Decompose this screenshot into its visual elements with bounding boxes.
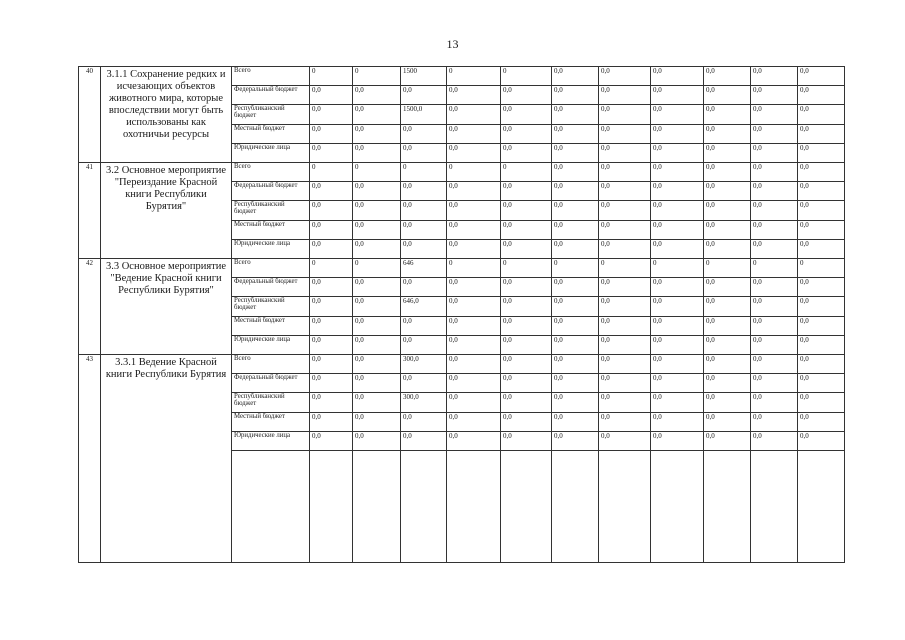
amount-cell: 0,0 (798, 144, 845, 163)
amount-cell: 0,0 (447, 297, 501, 317)
amount-cell: 0,0 (501, 86, 552, 105)
amount-cell: 0,0 (310, 221, 353, 240)
amount-cell: 0,0 (353, 105, 401, 125)
activity-name: 3.3.1 Ведение Красной книги Республики Бурятия (101, 355, 232, 563)
amount-cell: 0,0 (353, 393, 401, 413)
amount-cell: 0,0 (447, 240, 501, 259)
amount-cell: 0,0 (798, 182, 845, 201)
amount-cell: 0,0 (552, 374, 599, 393)
amount-cell: 0,0 (798, 67, 845, 86)
amount-cell: 0,0 (353, 317, 401, 336)
empty-cell (704, 451, 751, 563)
funding-source: Федеральный бюджет (232, 86, 310, 105)
amount-cell: 0,0 (798, 393, 845, 413)
amount-cell: 0,0 (704, 182, 751, 201)
amount-cell: 0,0 (552, 278, 599, 297)
amount-cell: 0,0 (704, 144, 751, 163)
amount-cell: 0,0 (651, 163, 704, 182)
amount-cell: 0,0 (552, 336, 599, 355)
amount-cell: 0,0 (501, 432, 552, 451)
amount-cell: 0,0 (798, 240, 845, 259)
amount-cell: 0,0 (704, 163, 751, 182)
empty-cell (552, 451, 599, 563)
amount-cell: 0 (447, 67, 501, 86)
amount-cell: 0,0 (552, 355, 599, 374)
amount-cell: 0,0 (447, 393, 501, 413)
amount-cell: 0 (552, 259, 599, 278)
amount-cell: 0,0 (798, 317, 845, 336)
empty-cell (447, 451, 501, 563)
amount-cell: 0,0 (401, 182, 447, 201)
amount-cell: 0,0 (353, 125, 401, 144)
amount-cell: 0 (310, 259, 353, 278)
amount-cell: 0,0 (310, 278, 353, 297)
amount-cell: 0,0 (447, 144, 501, 163)
amount-cell: 0,0 (651, 105, 704, 125)
amount-cell: 0,0 (599, 432, 651, 451)
amount-cell: 0 (401, 163, 447, 182)
amount-cell: 0,0 (501, 393, 552, 413)
amount-cell: 646,0 (401, 297, 447, 317)
amount-cell: 0,0 (447, 182, 501, 201)
amount-cell: 0 (310, 163, 353, 182)
amount-cell: 0,0 (501, 125, 552, 144)
amount-cell: 0,0 (651, 201, 704, 221)
amount-cell: 0,0 (401, 125, 447, 144)
amount-cell: 0,0 (501, 240, 552, 259)
amount-cell: 300,0 (401, 393, 447, 413)
amount-cell: 0,0 (552, 413, 599, 432)
funding-source: Всего (232, 67, 310, 86)
amount-cell: 0,0 (310, 355, 353, 374)
amount-cell: 0,0 (704, 393, 751, 413)
amount-cell: 0 (447, 163, 501, 182)
amount-cell: 0,0 (704, 278, 751, 297)
amount-cell: 0,0 (447, 105, 501, 125)
row-number: 42 (79, 259, 101, 355)
amount-cell: 0,0 (447, 317, 501, 336)
empty-cell (798, 451, 845, 563)
amount-cell: 0,0 (310, 144, 353, 163)
amount-cell: 0,0 (552, 125, 599, 144)
empty-cell (651, 451, 704, 563)
funding-source: Юридические лица (232, 336, 310, 355)
amount-cell: 0,0 (704, 355, 751, 374)
amount-cell: 0,0 (704, 67, 751, 86)
amount-cell: 0,0 (353, 336, 401, 355)
funding-source: Местный бюджет (232, 317, 310, 336)
amount-cell: 0,0 (501, 278, 552, 297)
amount-cell: 0,0 (447, 413, 501, 432)
amount-cell: 0 (599, 259, 651, 278)
amount-cell: 0,0 (401, 278, 447, 297)
amount-cell: 1500 (401, 67, 447, 86)
funding-source: Юридические лица (232, 432, 310, 451)
amount-cell: 0,0 (798, 163, 845, 182)
funding-source: Федеральный бюджет (232, 182, 310, 201)
amount-cell: 0,0 (798, 278, 845, 297)
amount-cell: 0,0 (552, 432, 599, 451)
amount-cell: 0,0 (651, 393, 704, 413)
amount-cell: 0,0 (401, 317, 447, 336)
amount-cell: 0,0 (310, 125, 353, 144)
amount-cell: 0,0 (651, 413, 704, 432)
amount-cell: 0,0 (310, 86, 353, 105)
amount-cell: 0,0 (310, 374, 353, 393)
amount-cell: 0,0 (651, 336, 704, 355)
amount-cell: 0,0 (599, 336, 651, 355)
amount-cell: 0,0 (353, 182, 401, 201)
amount-cell: 0 (501, 67, 552, 86)
amount-cell: 0,0 (704, 221, 751, 240)
amount-cell: 0,0 (447, 86, 501, 105)
amount-cell: 0,0 (751, 86, 798, 105)
amount-cell: 0,0 (651, 278, 704, 297)
amount-cell: 0,0 (651, 221, 704, 240)
funding-source: Местный бюджет (232, 413, 310, 432)
amount-cell: 0,0 (552, 297, 599, 317)
amount-cell: 0 (353, 163, 401, 182)
amount-cell: 0,0 (751, 201, 798, 221)
amount-cell: 0,0 (310, 182, 353, 201)
amount-cell: 0,0 (552, 163, 599, 182)
amount-cell: 0,0 (501, 374, 552, 393)
amount-cell: 0,0 (353, 278, 401, 297)
amount-cell: 0,0 (599, 240, 651, 259)
amount-cell: 0,0 (704, 240, 751, 259)
amount-cell: 0,0 (353, 221, 401, 240)
amount-cell: 0,0 (401, 336, 447, 355)
amount-cell: 0,0 (552, 393, 599, 413)
funding-source: Республиканский бюджет (232, 393, 310, 413)
amount-cell: 0,0 (552, 317, 599, 336)
funding-source: Федеральный бюджет (232, 278, 310, 297)
amount-cell: 0,0 (501, 201, 552, 221)
amount-cell: 0,0 (798, 201, 845, 221)
amount-cell: 0,0 (401, 374, 447, 393)
amount-cell: 0,0 (599, 317, 651, 336)
amount-cell: 0,0 (751, 355, 798, 374)
amount-cell: 0,0 (501, 297, 552, 317)
amount-cell: 0,0 (552, 201, 599, 221)
funding-source: Всего (232, 259, 310, 278)
amount-cell: 0,0 (751, 163, 798, 182)
amount-cell: 0,0 (798, 374, 845, 393)
amount-cell: 0,0 (501, 144, 552, 163)
amount-cell: 0,0 (501, 413, 552, 432)
amount-cell: 0,0 (704, 374, 751, 393)
funding-source: Местный бюджет (232, 221, 310, 240)
amount-cell: 0,0 (651, 297, 704, 317)
amount-cell: 0,0 (501, 317, 552, 336)
table-row (79, 67, 845, 86)
amount-cell: 0,0 (447, 432, 501, 451)
amount-cell: 0,0 (651, 182, 704, 201)
amount-cell: 0,0 (353, 355, 401, 374)
amount-cell: 0,0 (310, 105, 353, 125)
amount-cell: 646 (401, 259, 447, 278)
table-row (79, 259, 845, 278)
amount-cell: 0,0 (447, 221, 501, 240)
amount-cell: 0,0 (447, 336, 501, 355)
amount-cell: 0 (651, 259, 704, 278)
amount-cell: 0 (353, 67, 401, 86)
amount-cell: 0,0 (704, 317, 751, 336)
amount-cell: 0,0 (651, 240, 704, 259)
row-number: 40 (79, 67, 101, 163)
amount-cell: 0,0 (798, 297, 845, 317)
amount-cell: 0,0 (798, 355, 845, 374)
amount-cell: 0,0 (310, 201, 353, 221)
amount-cell: 1500,0 (401, 105, 447, 125)
amount-cell: 0,0 (310, 336, 353, 355)
amount-cell: 0,0 (447, 125, 501, 144)
amount-cell: 0 (798, 259, 845, 278)
amount-cell: 0,0 (353, 144, 401, 163)
activity-name: 3.1.1 Сохранение редких и исчезающих объектов животного мира, которые впоследствии могут быть использованы как охотничьи ресурсы (101, 67, 232, 163)
amount-cell: 0,0 (751, 240, 798, 259)
amount-cell: 0,0 (501, 336, 552, 355)
amount-cell: 0,0 (599, 393, 651, 413)
amount-cell: 0,0 (751, 336, 798, 355)
amount-cell: 0 (501, 163, 552, 182)
amount-cell: 0,0 (751, 67, 798, 86)
page-number: 13 (446, 37, 459, 51)
amount-cell: 0,0 (599, 182, 651, 201)
amount-cell: 0,0 (447, 201, 501, 221)
table-row (79, 163, 845, 182)
amount-cell: 0,0 (704, 86, 751, 105)
amount-cell: 0 (353, 259, 401, 278)
amount-cell: 0,0 (599, 221, 651, 240)
amount-cell: 0,0 (447, 374, 501, 393)
amount-cell: 0,0 (651, 374, 704, 393)
amount-cell: 0,0 (552, 221, 599, 240)
amount-cell: 0,0 (751, 278, 798, 297)
amount-cell: 0,0 (401, 86, 447, 105)
amount-cell: 0,0 (651, 125, 704, 144)
empty-cell (401, 451, 447, 563)
amount-cell: 0,0 (401, 221, 447, 240)
amount-cell: 0,0 (353, 374, 401, 393)
amount-cell: 0,0 (751, 374, 798, 393)
funding-source: Федеральный бюджет (232, 374, 310, 393)
amount-cell: 0,0 (704, 105, 751, 125)
funding-source: Республиканский бюджет (232, 297, 310, 317)
amount-cell: 0,0 (401, 144, 447, 163)
amount-cell: 0,0 (552, 144, 599, 163)
amount-cell: 0,0 (310, 393, 353, 413)
amount-cell: 0,0 (651, 317, 704, 336)
amount-cell: 0,0 (751, 182, 798, 201)
empty-cell (353, 451, 401, 563)
amount-cell: 0,0 (751, 221, 798, 240)
amount-cell: 0,0 (353, 201, 401, 221)
amount-cell: 0 (310, 67, 353, 86)
amount-cell: 0,0 (501, 355, 552, 374)
amount-cell: 0,0 (798, 336, 845, 355)
amount-cell: 0 (447, 259, 501, 278)
table-row (79, 355, 845, 374)
amount-cell: 0,0 (599, 355, 651, 374)
amount-cell: 0,0 (798, 105, 845, 125)
funding-source: Юридические лица (232, 240, 310, 259)
amount-cell: 0,0 (599, 67, 651, 86)
activity-name: 3.3 Основное мероприятие "Ведение Красной книги Республики Бурятия" (101, 259, 232, 355)
row-number: 41 (79, 163, 101, 259)
funding-source: Юридические лица (232, 144, 310, 163)
amount-cell: 0,0 (751, 413, 798, 432)
amount-cell: 0,0 (704, 201, 751, 221)
amount-cell: 0,0 (599, 86, 651, 105)
amount-cell: 0,0 (751, 297, 798, 317)
amount-cell: 0,0 (599, 105, 651, 125)
activity-name: 3.2 Основное мероприятие "Переиздание Красной книги Республики Бурятия" (101, 163, 232, 259)
amount-cell: 0,0 (651, 432, 704, 451)
amount-cell: 0,0 (552, 182, 599, 201)
amount-cell: 0,0 (310, 432, 353, 451)
row-number: 43 (79, 355, 101, 563)
amount-cell: 0,0 (310, 413, 353, 432)
amount-cell: 300,0 (401, 355, 447, 374)
amount-cell: 0,0 (798, 221, 845, 240)
empty-cell (501, 451, 552, 563)
amount-cell: 0,0 (310, 240, 353, 259)
amount-cell: 0,0 (599, 125, 651, 144)
amount-cell: 0,0 (751, 432, 798, 451)
amount-cell: 0,0 (599, 374, 651, 393)
amount-cell: 0,0 (353, 86, 401, 105)
amount-cell: 0,0 (599, 201, 651, 221)
amount-cell: 0,0 (599, 144, 651, 163)
amount-cell: 0,0 (704, 432, 751, 451)
amount-cell: 0,0 (798, 86, 845, 105)
amount-cell: 0,0 (501, 105, 552, 125)
empty-cell (310, 451, 353, 563)
amount-cell: 0,0 (310, 297, 353, 317)
amount-cell: 0,0 (798, 432, 845, 451)
funding-source: Республиканский бюджет (232, 105, 310, 125)
amount-cell: 0,0 (353, 432, 401, 451)
amount-cell: 0 (501, 259, 552, 278)
amount-cell: 0,0 (751, 317, 798, 336)
amount-cell: 0,0 (353, 413, 401, 432)
amount-cell: 0,0 (651, 67, 704, 86)
amount-cell: 0,0 (651, 355, 704, 374)
amount-cell: 0,0 (751, 125, 798, 144)
amount-cell: 0,0 (552, 86, 599, 105)
amount-cell: 0,0 (401, 432, 447, 451)
amount-cell: 0,0 (599, 297, 651, 317)
empty-cell (599, 451, 651, 563)
amount-cell: 0,0 (798, 413, 845, 432)
amount-cell: 0,0 (501, 221, 552, 240)
amount-cell: 0,0 (651, 86, 704, 105)
amount-cell: 0,0 (401, 240, 447, 259)
amount-cell: 0,0 (704, 413, 751, 432)
amount-cell: 0,0 (599, 413, 651, 432)
amount-cell: 0 (704, 259, 751, 278)
amount-cell: 0,0 (704, 125, 751, 144)
funding-source: Всего (232, 355, 310, 374)
funding-source: Местный бюджет (232, 125, 310, 144)
amount-cell: 0,0 (599, 278, 651, 297)
empty-cell (751, 451, 798, 563)
amount-cell: 0,0 (751, 393, 798, 413)
amount-cell: 0,0 (751, 144, 798, 163)
amount-cell: 0,0 (447, 355, 501, 374)
amount-cell: 0,0 (599, 163, 651, 182)
amount-cell: 0,0 (552, 67, 599, 86)
amount-cell: 0,0 (552, 105, 599, 125)
amount-cell: 0,0 (751, 105, 798, 125)
amount-cell: 0,0 (310, 317, 353, 336)
amount-cell: 0 (751, 259, 798, 278)
amount-cell: 0,0 (353, 240, 401, 259)
amount-cell: 0,0 (552, 240, 599, 259)
amount-cell: 0,0 (501, 182, 552, 201)
funding-source: Всего (232, 163, 310, 182)
budget-table (78, 66, 845, 563)
empty-cell (232, 451, 310, 563)
amount-cell: 0,0 (651, 144, 704, 163)
amount-cell: 0,0 (704, 297, 751, 317)
amount-cell: 0,0 (447, 278, 501, 297)
funding-source: Республиканский бюджет (232, 201, 310, 221)
amount-cell: 0,0 (798, 125, 845, 144)
amount-cell: 0,0 (353, 297, 401, 317)
amount-cell: 0,0 (401, 201, 447, 221)
amount-cell: 0,0 (704, 336, 751, 355)
amount-cell: 0,0 (401, 413, 447, 432)
